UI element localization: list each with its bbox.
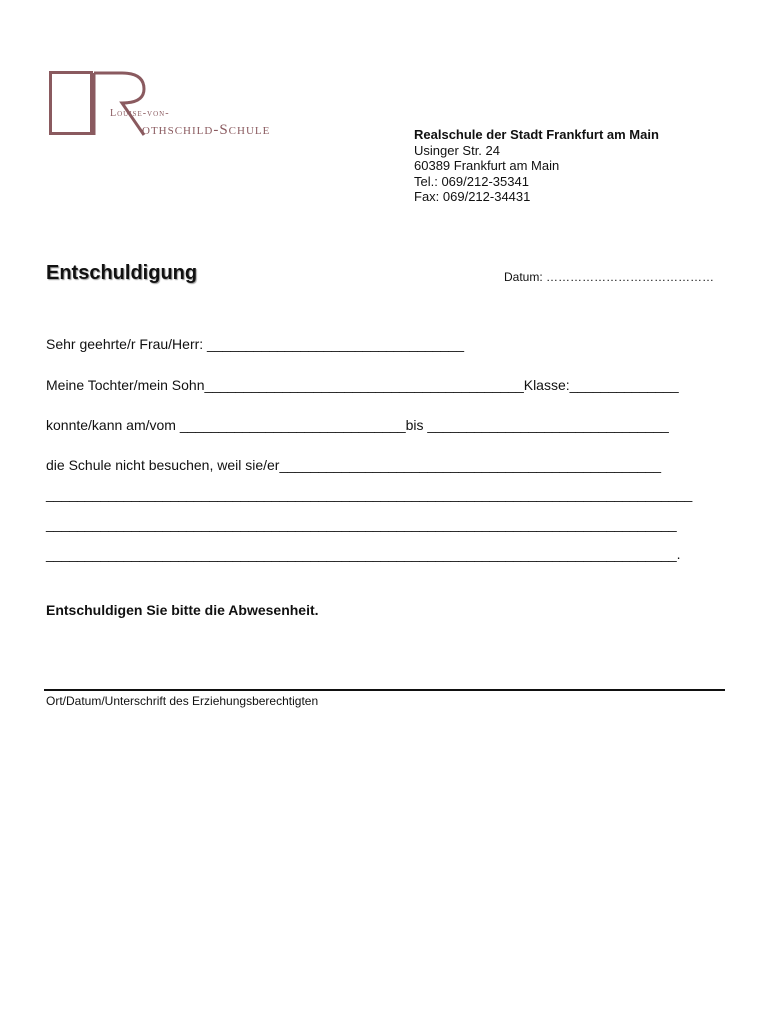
address-street: Usinger Str. 24 xyxy=(414,142,500,158)
date-field[interactable]: Datum: …………………………………… xyxy=(504,270,715,284)
address-tel: Tel.: 069/212-35341 xyxy=(414,173,529,189)
document-title: Entschuldigung xyxy=(46,262,198,284)
form-line-salutation[interactable]: Sehr geehrte/r Frau/Herr: _________________________________ xyxy=(46,336,465,352)
signature-line[interactable] xyxy=(44,689,725,691)
closing-sentence: Entschuldigen Sie bitte die Abwesenheit. xyxy=(46,602,319,618)
address-city: 60389 Frankfurt am Main xyxy=(414,158,560,173)
form-line-reason-continued-3[interactable]: _________________________________________________________________________________. xyxy=(46,546,681,562)
form-line-student-class[interactable]: Meine Tochter/mein Sohn_________________________________________Klasse:______________ xyxy=(46,377,679,393)
school-name: Realschule der Stadt Frankfurt am Main xyxy=(414,127,659,142)
form-line-reason-continued-2[interactable]: _________________________________________________________________________________ xyxy=(46,516,677,532)
logo-text-line2: othschild-Schule xyxy=(142,122,271,138)
logo-text-line1: Louise-von- xyxy=(110,108,170,119)
form-line-reason[interactable]: die Schule nicht besuchen, weil sie/er_________________________________________________ xyxy=(46,457,661,473)
school-address xyxy=(414,127,659,205)
signature-label: Ort/Datum/Unterschrift des Erziehungsberechtigten xyxy=(46,694,319,708)
school-logo xyxy=(46,68,322,144)
logo-letter-i-shape xyxy=(49,71,93,135)
address-fax: Fax: 069/212-34431 xyxy=(414,189,531,204)
form-line-reason-continued-1[interactable]: ___________________________________________________________________________________ xyxy=(46,486,693,502)
form-line-date-range[interactable]: konnte/kann am/vom _____________________________bis _______________________________ xyxy=(46,417,669,433)
